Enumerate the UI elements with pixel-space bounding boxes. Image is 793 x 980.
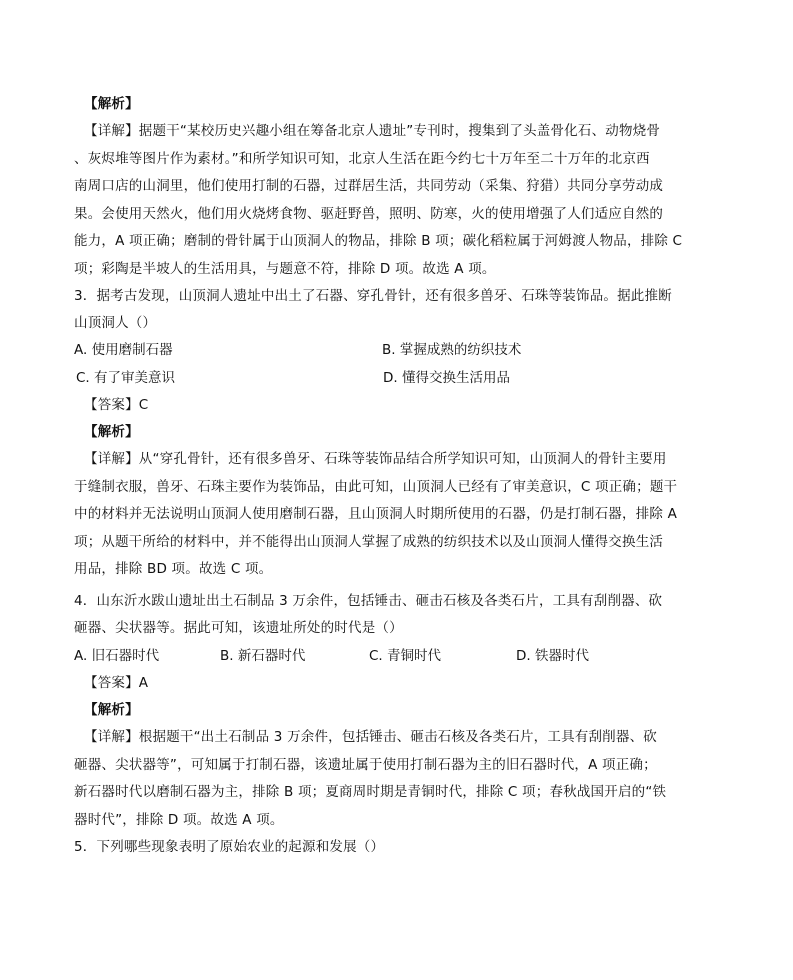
detail-line: 【详解】据题干“某校历史兴趣小组在筹备北京人遗址”专刊时，搜集到了头盖骨化石、动物烧骨 [84, 123, 661, 139]
option-d: D. 铁器时代 [516, 648, 589, 664]
option-c: C. 有了审美意识 [76, 370, 176, 386]
answer-label: 【答案】C [84, 397, 149, 413]
question-stem: 4．山东沂水跋山遗址出土石制品 3 万余件，包括锤击、砸击石核及各类石片，工具有刮削器、砍 [74, 593, 663, 609]
option-b: B. 掌握成熟的纺织技术 [382, 342, 522, 358]
detail-line: 砸器、尖状器等”，可知属于打制石器，该遗址属于使用打制石器为主的旧石器时代，A 项正确； [74, 757, 657, 773]
option-d: D. 懂得交换生活用品 [383, 370, 510, 386]
detail-line: 项；从题干所给的材料中，并不能得出山顶洞人掌握了成熟的纺织技术以及山顶洞人懂得交换生活 [74, 534, 664, 550]
detail-line: 南周口店的山洞里，他们使用打制的石器，过群居生活，共同劳动（采集、狩猎）共同分享劳动成 [74, 178, 664, 194]
detail-line: 【详解】从“穿孔骨针，还有很多兽牙、石珠等装饰品结合所学知识可知，山顶洞人的骨针主要用 [84, 451, 667, 467]
answer-label: 【答案】A [84, 675, 149, 691]
question-stem: 山顶洞人（） [74, 315, 157, 331]
detail-line: 中的材料并无法说明山顶洞人使用磨制石器，且山顶洞人时期所使用的石器，仍是打制石器，排除 A [74, 506, 678, 522]
detail-line: 新石器时代以磨制石器为主，排除 B 项；夏商周时期是青铜时代，排除 C 项；春秋战国开启的“铁 [74, 784, 667, 800]
detail-line: 、灰烬堆等图片作为素材。”和所学知识可知，北京人生活在距今约七十万年至二十万年的北京西 [74, 151, 650, 167]
detail-line: 【详解】根据题干“出土石制品 3 万余件，包括锤击、砸击石核及各类石片，工具有刮削器、砍 [84, 729, 657, 745]
option-c: C. 青铜时代 [369, 648, 442, 664]
detail-line: 项；彩陶是半坡人的生活用具，与题意不符，排除 D 项。故选 A 项。 [74, 261, 496, 277]
detail-line: 能力，A 项正确；磨制的骨针属于山顶洞人的物品，排除 B 项；碳化稻粒属于河姆渡人物品，排除 C [74, 233, 683, 249]
detail-line: 用品，排除 BD 项。故选 C 项。 [74, 561, 273, 577]
option-a: A. 使用磨制石器 [74, 342, 173, 358]
question-stem: 砸器、尖状器等。据此可知，该遗址所处的时代是（） [74, 620, 403, 636]
detail-line: 器时代”，排除 D 项。故选 A 项。 [74, 812, 284, 828]
option-b: B. 新石器时代 [220, 648, 306, 664]
option-a: A. 旧石器时代 [74, 648, 160, 664]
question-stem: 3．据考古发现，山顶洞人遗址中出土了石器、穿孔骨针，还有很多兽牙、石珠等装饰品。据此推断 [74, 288, 672, 304]
detail-line: 果。会使用天然火，他们用火烧烤食物、驱赶野兽，照明、防寒，火的使用增强了人们适应自然的 [74, 206, 664, 222]
question-stem: 5．下列哪些现象表明了原始农业的起源和发展（） [74, 839, 385, 855]
detail-line: 于缝制衣服，兽牙、石珠主要作为装饰品，由此可知，山顶洞人已经有了审美意识，C 项正确；题干 [74, 479, 678, 495]
analysis-label: 【解析】 [84, 702, 139, 718]
analysis-label: 【解析】 [84, 424, 139, 440]
analysis-label: 【解析】 [84, 96, 139, 112]
